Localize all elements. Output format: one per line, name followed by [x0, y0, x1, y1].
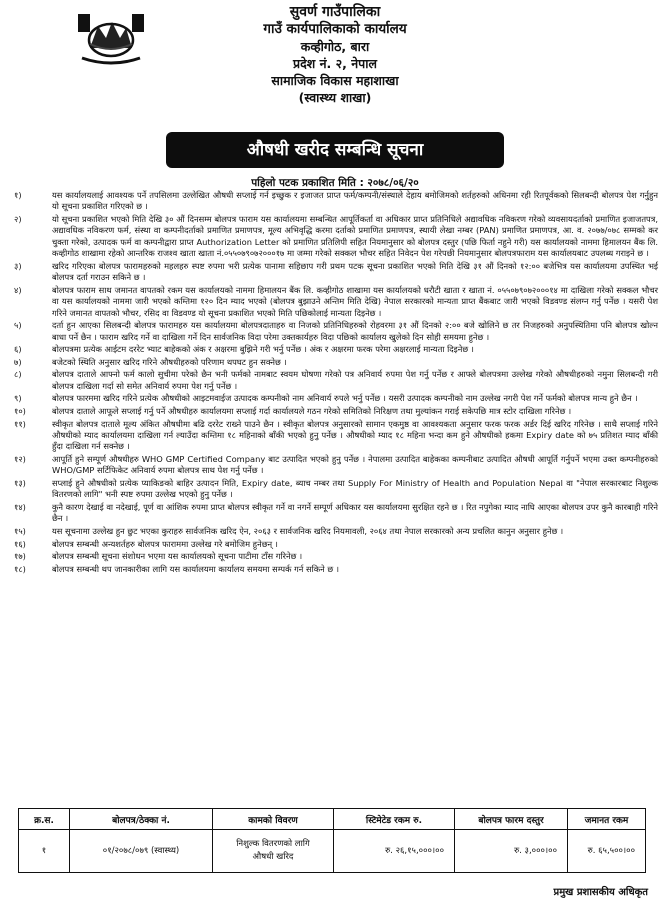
item-text: बोलपत्र फाराम साथ जमानत वापतको रकम यस कार्यालयको नाममा हिमालयन बैंक लि. कव्हीगोठ शाखामा यस कार्यालयको धरौटी खाता र खाता नं. ०५५०७९०७२०००१४ मा दाखिला गरेको सक्कल भौचर वा यस कार्यालयको नाममा जारी भएको कम्तिमा १२० दिन म्याद भएको (बोलपत्र बुझाउने अन्तिम मिति देखि) नेपाल सरकारको मान्यता प्राप्त बैंकबाट जारी भएको विडवण्ड संलग्न गर्नु पर्नेछ । यसरी पेश गरिने जमानत वापतको भौचर, रसिद वा विडवण्ड यो सूचना प्रकाशित भएको मिति पछिकोलाई मान्यता दिइनेछ । [52, 284, 658, 318]
item-number: १२) [14, 454, 26, 464]
item-number: ८) [14, 369, 22, 380]
item-text: बोलपत्र दाताले आफ्नो फर्म कालो सुचीमा परेको छैन भनी फर्मको नामबाट स्वयम घोषणा गरेको पत्र अनिवार्य रुपमा पेश गर्नु पर्नेछ र आफ्ले बोलपत्रमा उल्लेख गरेको औषधीहरुको नमुना सिलबन्दी गरी बोलपत्र दाखिला गर्दा सो समेत अनिवार्य रुपमा पेश गर्नु पर्नेछ । [52, 369, 658, 391]
province-line: प्रदेश नं. २, नेपाल [293, 56, 377, 71]
list-item [14, 526, 658, 537]
list-item [14, 393, 658, 404]
item-number: ७) [14, 356, 22, 367]
table-row [19, 830, 646, 873]
section-name: (स्वास्थ्य शाखा) [298, 90, 372, 105]
publication-date-line [0, 176, 670, 190]
list-item [14, 478, 658, 501]
list-item [14, 344, 658, 355]
item-text: आपूर्ति हुने सम्पूर्ण औषधीहरु WHO GMP Certified Company बाट उत्पादित भएको हुनु पर्नेछ । नेपालमा उत्पादित बाहेकका कम्पनीबाट उत्पादित औषधी आपूर्ति गर्नुपर्ने भएमा उक्त कम्पनीहरुको WHO/GMP सर्टिफिकेट अनिवार्य रुपमा बोलपत्र साथ पेश गर्नु पर्नेछ । [52, 454, 658, 476]
column-header: जमानत रकम [568, 809, 646, 830]
office-address-block [14, 4, 656, 106]
tender-details-table [18, 808, 646, 873]
item-number: ५) [14, 320, 22, 331]
item-text: यो सूचना प्रकाशित भएको मिति देखि ३० औं दिनसम्म बोलपत्र फाराम यस कार्यालयमा सम्बन्धित आपूर्तिकर्ता वा अधिकार प्राप्त प्रतिनिधिले अद्यावधिक नविकरण गरेको व्यवसायदर्ताको प्रमाणित इजाजतपत्र, अद्यावधिक नविकरण फर्म, संस्था वा कम्पनीदर्ताको प्रमाणित प्रमाणपत्र, मूल्य अभिवृद्धि करमा दर्ताको प्रमाणित प्रमाणपत्र, स्थायी लेखा नम्बर (PAN) प्रमाणित प्रमाणपत्र, आ. व. २०७७/०७८ सम्मको कर चुक्ता गरेको, उत्पादक फर्म वा कम्पनीद्वारा प्राप्त Authorization Letter को प्रमाणित प्रतिलिपी सहित नियमानुसार को बोलपत्र दस्तुर (पछि फिर्ता नहुने गरी) यस कार्यालयको नाममा हिमालयन बैंक लि. कव्हीगोठ शाखामा रहेको आन्तरिक राजश्व खाता खाता नं.०५५०७९०७२०००१७ मा जम्मा गरेको सक्कल भौचर सहित निवेदन पेश गरेपछी नियमानुसार बोलपत्रफाराम यस कार्यालयबाट उपलब्ध गराइने छ । [52, 214, 658, 259]
description-line: औषधी खरिद [252, 852, 294, 862]
item-number: २) [14, 214, 22, 224]
list-item [14, 214, 658, 260]
list-item [14, 502, 658, 525]
list-item [14, 285, 658, 319]
item-text: बोलपत्र सम्बन्धी अन्यशर्तहरु बोलपत्र फाराममा उल्लेख गरे बमोजिम हुनेछन् । [52, 538, 278, 549]
list-item [14, 564, 658, 575]
item-text: बोलपत्र दाताले आफूले सप्लाई गर्नु पर्ने औषधीहरु कार्यालयमा सप्लाई गर्दा कार्यालयले गठन गरेको समितिको निरिक्षण तथा मुल्यांकन गराई सकेपछि मात्र स्टोर दाखिला गरिनेछ । [52, 406, 572, 416]
list-item [14, 369, 658, 392]
item-text: बोलपत्र सम्बन्धी थप जानकारीका लागि यस कार्यालयमा कार्यालय समयमा सम्पर्क गर्न सकिने छ । [52, 563, 339, 574]
list-item [14, 261, 658, 284]
list-item [14, 419, 658, 453]
item-text: खरिद गरिएका बोलपत्र फारामहरुको महलहरु स्पष्ट रुपमा भरी प्रत्येक पानामा सहिछाप गरी प्रथम पटक सूचना प्रकाशित भएको मिति देखि ३१ औं दिनको १२:०० बजेभित्र यस कार्यालयमा उपस्थित भई बोलपत्र दर्ता गराउन सकिने छ । [52, 260, 658, 283]
item-text: बोलपत्र फारममा खरिद गरिने प्रत्येक औषधीको आइटमवाईज उत्पादक कम्पनीको नाम अनिवार्य रुपले भर्नु पर्नेछ । यसरी उत्पादक कम्पनीको नाम उल्लेख नगरी पेश गर्ने फर्मको बोलपत्र मान्य हुने छैन । [52, 393, 638, 404]
item-number: १६) [14, 538, 26, 549]
table-header-row [19, 809, 646, 830]
item-text: स्वीकृत बोलपत्र दाताले मूल्य अंकित औषधीमा बढि दररेट राख्ने पाउने छैन । स्वीकृत बोलपत्र अनुसारको सामान एकमुष्ठ वा आवश्यकता अनुसार फरक फरक अर्डर दिई खरिद गरिनेछ । साथै सप्लाई गरिने औषधीको म्याद कार्यालयमा दाखिला गर्न ल्याउँदा कम्तिमा १८ महिनाको बाँकी भएको हुनु पर्नेछ । औषधीको म्याद १८ महिना भन्दा कम हुने औषधीको हकमा Expiry date को ७५ प्रतिशत म्याद बाँकी हुँदा दाखिला गर्न सक्नेछ । [52, 418, 658, 452]
item-number: १७) [14, 551, 26, 562]
item-number: ११) [14, 418, 26, 429]
list-item [14, 551, 658, 562]
list-item [14, 406, 658, 417]
item-text: बोलपत्र सम्बन्धी सूचना संशोधन भएमा यस कार्यालयको सूचना पाटीमा टाँस गरिनेछ । [52, 551, 303, 562]
publication-date: पहिलो पटक प्रकाशित मिति : २०७८/०६/२० [251, 177, 419, 189]
bid-number-cell: ०१/२०७८/०७९ (स्वास्थ्य) [70, 830, 213, 873]
list-item [14, 190, 658, 213]
item-number: ३) [14, 260, 22, 271]
item-text: यस कार्यालयलाई आवश्यक पर्ने तपसिलमा उल्लेखित औषधी सप्लाई गर्न इच्छुक र इजाजत प्राप्त फर्म/कम्पनी/संस्थाले देहाय बमोजिमको शर्तहरुको अधिनमा रही रितपूर्वकको सिलबन्दी बोलपत्र पेश गर्नुहुन यो सूचना प्रकाशित गरिएको छ । [52, 190, 658, 212]
column-header: स्टिमेटेड रकम रु. [334, 809, 455, 830]
signatory-title: प्रमुख प्रशासकीय अधिकृत [553, 887, 648, 898]
column-header: क्र.स. [19, 809, 70, 830]
notice-title-banner: औषधी खरीद सम्बन्धि सूचना [166, 132, 504, 168]
estimated-amount-cell: रु. २६,१५,०००।०० [334, 830, 455, 873]
list-item [14, 454, 658, 477]
item-number: ४) [14, 284, 22, 295]
municipality-name: सुवर्ण गाउँपालिका [289, 4, 381, 20]
list-item [14, 320, 658, 343]
item-number: १०) [14, 406, 26, 416]
list-item [14, 539, 658, 550]
item-number: ६) [14, 344, 22, 355]
column-header: कामको विवरण [213, 809, 334, 830]
office-location: कव्हीगोठ, बारा [300, 39, 370, 54]
item-number: १३) [14, 478, 26, 488]
item-text: यस सूचनामा उल्लेख हुन छुट भएका कुराहरु सार्वजनिक खरिद ऐन, २०६३ र सार्वजनिक खरिद नियमावली, २०६४ तथा नेपाल सरकारको अन्य प्रचलित कानुन अनुसार हुनेछ । [52, 526, 564, 536]
column-header: बोलपत्र फारम दस्तुर [455, 809, 568, 830]
form-fee-cell: रु. ३,०००।०० [455, 830, 568, 873]
item-text: दर्ता हुन आएका सिलबन्दी बोलपत्र फारामहरु यस कार्यालयमा बोलपत्रदाताहरु वा निजको प्रतिनिधिहरुको रोहवरमा ३१ औं दिनको २:०० बजे खोलिने छ तर निजहरुको अनुपस्थितिमा पनि बोलपत्र खोल्न बाधा पर्ने छैन । फाराम खरिद गर्ने वा दाखिला गर्ने दिन सार्वजनिक विदा परेमा उक्तकार्यहरु विदा पछिको कार्यालय खुलेको दिन सोही समयमा हुनेछ । [52, 320, 658, 342]
division-name: सामाजिक विकास महाशाखा [271, 73, 399, 88]
office-name: गाउँ कार्यपालिकाको कार्यालय [263, 21, 407, 37]
letterhead [14, 0, 656, 128]
work-description-cell [213, 830, 334, 873]
list-item [14, 357, 658, 368]
column-header: बोलपत्र/ठेक्का नं. [70, 809, 213, 830]
item-number: १८) [14, 563, 26, 574]
item-text: बजेटको स्थिति अनुसार खरिद गरिने औषधीहरुको परिणाम थपघट हुन सक्नेछ । [52, 356, 287, 367]
deposit-amount-cell: रु. ६५,५००।०० [568, 830, 646, 873]
item-text: सप्लाई हुने औषधीको प्रत्येक प्याकिङको बाहिर उत्पादन मिति, Expiry date, ब्याच नम्बर तथा Supply For Ministry of Health and Population Nepal वा "नेपाल सरकारबाट निशुल्क वितरणको लागि" भनी स्पष्ट रुपमा उल्लेख भएको हुनु पर्नेछ । [52, 478, 658, 500]
item-text: कुनै कारण देखाई वा नदेखाई, पूर्ण वा आंशिक रुपमा प्राप्त बोलपत्र स्वीकृत गर्ने वा नगर्ने सम्पूर्ण अधिकार यस कार्यालयमा सुरक्षित रहने छ । रित नपुगेका म्याद नाघि आएका बोलपत्र उपर कुनै कारबाही गरिने छैन । [52, 502, 658, 524]
description-line: निशुल्क वितरणको लागि [236, 839, 310, 849]
serial-number-cell: १ [19, 830, 70, 873]
item-number: १४) [14, 502, 26, 512]
item-number: १५) [14, 526, 26, 536]
item-number: ९) [14, 393, 22, 404]
item-number: १) [14, 190, 22, 200]
item-text: बोलपत्रमा प्रत्येक आईटम दररेट भ्याट बाहेकको अंक र अक्षरमा बुझिने गरी भर्नु पर्नेछ । अंक र अक्षरमा फरक परेमा अक्षरलाई मान्यता दिइनेछ । [52, 344, 474, 355]
conditions-list [14, 190, 658, 576]
